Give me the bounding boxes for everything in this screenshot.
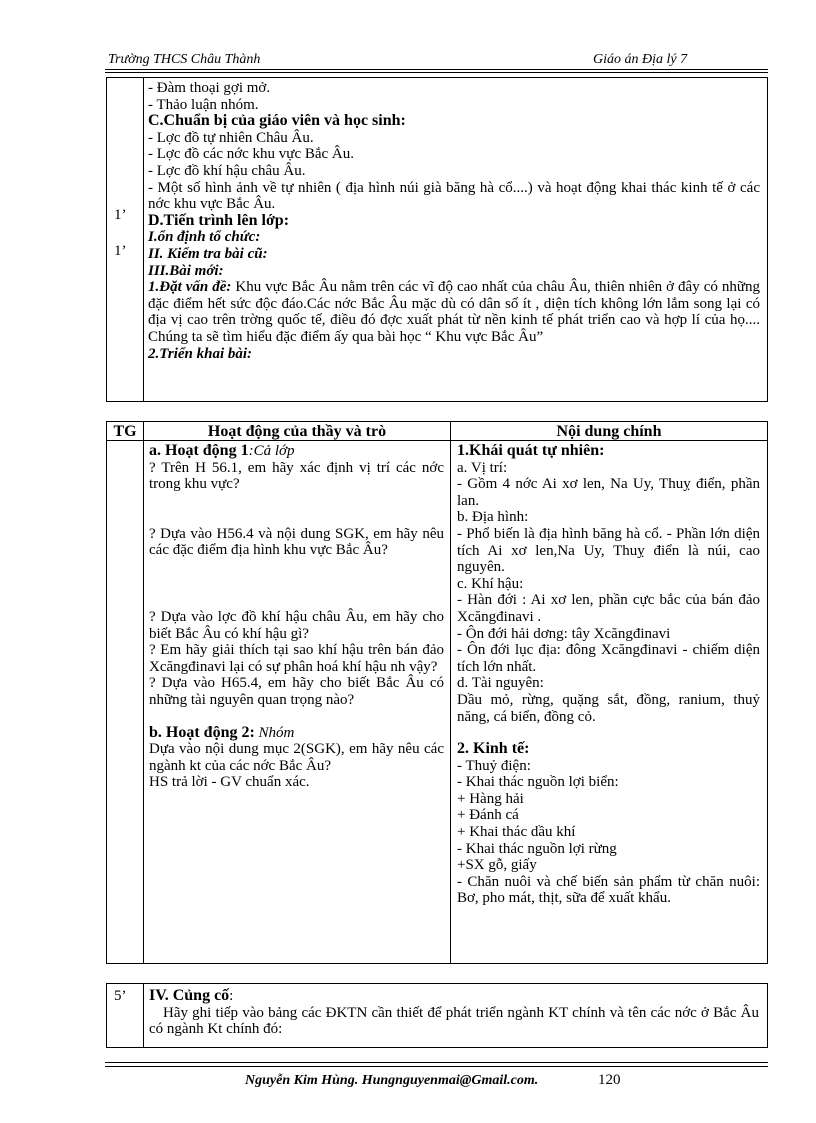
footer-rule bbox=[105, 1062, 768, 1063]
content-b1: - Phổ biến là địa hình băng hà cổ. - Phần lớn diện tích Ai xơ len,Na Uy, Thuỵ điển là núi, cao nguyên. bbox=[457, 525, 760, 576]
col-header-content: Nội dung chính bbox=[556, 423, 662, 440]
intro-label: 1.Đặt vấn đề: bbox=[148, 279, 232, 296]
prep-item-1: - Lợc đồ tự nhiên Châu Âu. bbox=[148, 129, 314, 146]
content-b: b. Địa hình: bbox=[457, 509, 529, 526]
consolidation-colon: : bbox=[229, 988, 234, 1004]
activity-1-mode: :Cả lớp bbox=[248, 443, 295, 459]
content-column bbox=[457, 443, 760, 907]
content-a: a. Vị trí: bbox=[457, 459, 508, 476]
consolidation-text: Hãy ghi tiếp vào bảng các ĐKTN cần thiết để phát triển ngành KT chính và tên các nớc ở Bắc Âu có ngành Kt chính đó: bbox=[149, 1004, 759, 1038]
content-a1: - Gồm 4 nớc Ai xơ len, Na Uy, Thuỵ điển, phần lan. bbox=[457, 476, 760, 509]
time-1: 1’ bbox=[114, 207, 127, 223]
intro-paragraph bbox=[148, 279, 760, 345]
content-c2: - Ôn đới hải dơng: tây Xcăngđinavi bbox=[457, 625, 671, 642]
content-e6: - Khai thác nguồn lợi rừng bbox=[457, 840, 617, 857]
time-2: 1’ bbox=[114, 243, 127, 259]
question-1: ? Trên H 56.1, em hãy xác định vị trí các nớc trong khu vực? bbox=[149, 459, 444, 493]
section-1: I.ổn định tổ chức: bbox=[148, 229, 261, 246]
footer-rule-2 bbox=[105, 1066, 768, 1067]
section-2: II. Kiểm tra bài cũ: bbox=[148, 245, 268, 262]
content-c3: - Ôn đới lục địa: đông Xcăngđinavi - chiếm diện tích lớn nhất. bbox=[457, 642, 760, 675]
table-col-divider-1 bbox=[143, 421, 144, 964]
question-5: ? Dựa vào H65.4, em hãy cho biết Bắc Âu có những tài nguyên quan trọng nào? bbox=[149, 675, 444, 708]
question-4: ? Em hãy giải thích tại sao khí hậu trên bán đảo Xcăngđinavi lại có sự phân hoá khí hậu nh vậy? bbox=[149, 642, 444, 675]
content-e4: + Đánh cá bbox=[457, 807, 519, 824]
process-title: D.Tiến trình lên lớp: bbox=[148, 211, 290, 229]
content-e5: + Khai thác dầu khí bbox=[457, 824, 576, 841]
activity-1-title: a. Hoạt động 1 bbox=[149, 442, 249, 459]
footer-author: Nguyễn Kim Hùng. Hungnguyenmai@Gmail.com. bbox=[245, 1073, 539, 1088]
activity-2-mode: Nhóm bbox=[254, 724, 295, 741]
col-header-tg: TG bbox=[113, 423, 137, 440]
prep-title: C.Chuẩn bị của giáo viên và học sinh: bbox=[148, 112, 406, 130]
content-e8: - Chăn nuôi và chế biến sản phẩm từ chăn nuôi: Bơ, pho mát, thịt, sữa để xuất khẩu. bbox=[457, 873, 760, 907]
page-number: 120 bbox=[598, 1072, 621, 1088]
top-column-divider bbox=[143, 77, 144, 402]
prep-item-2: - Lợc đồ các nớc khu vực Bắc Âu. bbox=[148, 146, 355, 163]
method-2: - Thảo luận nhóm. bbox=[148, 96, 259, 113]
section-4: 2.Triển khai bài: bbox=[148, 345, 253, 362]
content-e1: - Thuỷ điện: bbox=[457, 757, 531, 774]
consolidation-time: 5’ bbox=[114, 988, 127, 1004]
consolidation-title: IV. Củng cố bbox=[149, 987, 230, 1004]
header-rule-2 bbox=[105, 72, 768, 73]
content-d1: Dầu mỏ, rừng, quặng sắt, đồng, ranium, thuỷ năng, cá biển, đồng cỏ. bbox=[457, 691, 760, 725]
content-c1: - Hàn đới : Ai xơ len, phần cực bắc của bán đảo Xcăngđinavi . bbox=[457, 592, 760, 625]
question-7: HS trả lời - GV chuẩn xác. bbox=[149, 774, 310, 791]
content-title-1: 1.Khái quát tự nhiên: bbox=[457, 442, 605, 459]
content-e3: + Hàng hải bbox=[457, 790, 524, 807]
prep-item-4: - Một số hình ảnh về tự nhiên ( địa hình núi già băng hà cổ....) và hoạt động khai thác kinh tế ở các nớc khu vực Bắc Âu. bbox=[148, 179, 760, 213]
prep-item-3: - Lợc đồ khí hậu châu Âu. bbox=[148, 162, 306, 179]
intro-text: Khu vực Bắc Âu nằm trên các vĩ độ cao nhất của châu Âu, thiên nhiên ở đây có những đặc điểm hết sức độc đáo.Các nớc Bắc Âu mặc dù có dân số ít , diện tích không lớn lắm song lại có địa vị cao trên trờng quốc tế, điều đó đợc xuất phát từ nền kinh tế phát triển cao và hợp lí của họ.... Chúng ta sẽ tìm hiểu đặc điểm ấy qua bài học “ Khu vực Bắc Âu” bbox=[148, 279, 761, 345]
top-content bbox=[148, 80, 760, 362]
content-d: d. Tài nguyên: bbox=[457, 675, 544, 692]
activity-column bbox=[149, 443, 444, 791]
question-6: Dựa vào nội dung mục 2(SGK), em hãy nêu các ngành kt của các nớc Bắc Âu? bbox=[149, 741, 444, 774]
header-rule bbox=[105, 69, 768, 70]
content-e7: +SX gỗ, giấy bbox=[457, 857, 537, 874]
table-col-divider-2 bbox=[450, 421, 451, 964]
question-2: ? Dựa vào H56.4 và nội dung SGK, em hãy nêu các đặc điểm địa hình khu vực Bắc Âu? bbox=[149, 525, 444, 559]
activity-2-title: b. Hoạt động 2: bbox=[149, 723, 255, 741]
section-3: III.Bài mới: bbox=[148, 262, 224, 279]
content-e2: - Khai thác nguồn lợi biển: bbox=[457, 774, 619, 791]
header-school: Trường THCS Châu Thành bbox=[108, 52, 261, 67]
col-header-activity: Hoạt động của thầy và trò bbox=[207, 423, 387, 440]
header-subject: Giáo án Địa lý 7 bbox=[593, 52, 688, 67]
consolidation-content bbox=[149, 988, 759, 1038]
question-3: ? Dựa vào lợc đồ khí hậu châu Âu, em hãy cho biết Bắc Âu có khí hậu gì? bbox=[149, 608, 444, 642]
method-1: - Đàm thoại gợi mở. bbox=[148, 80, 271, 96]
content-c: c. Khí hậu: bbox=[457, 575, 524, 592]
consolidation-divider bbox=[143, 983, 144, 1048]
content-title-2: 2. Kinh tế: bbox=[457, 740, 530, 758]
